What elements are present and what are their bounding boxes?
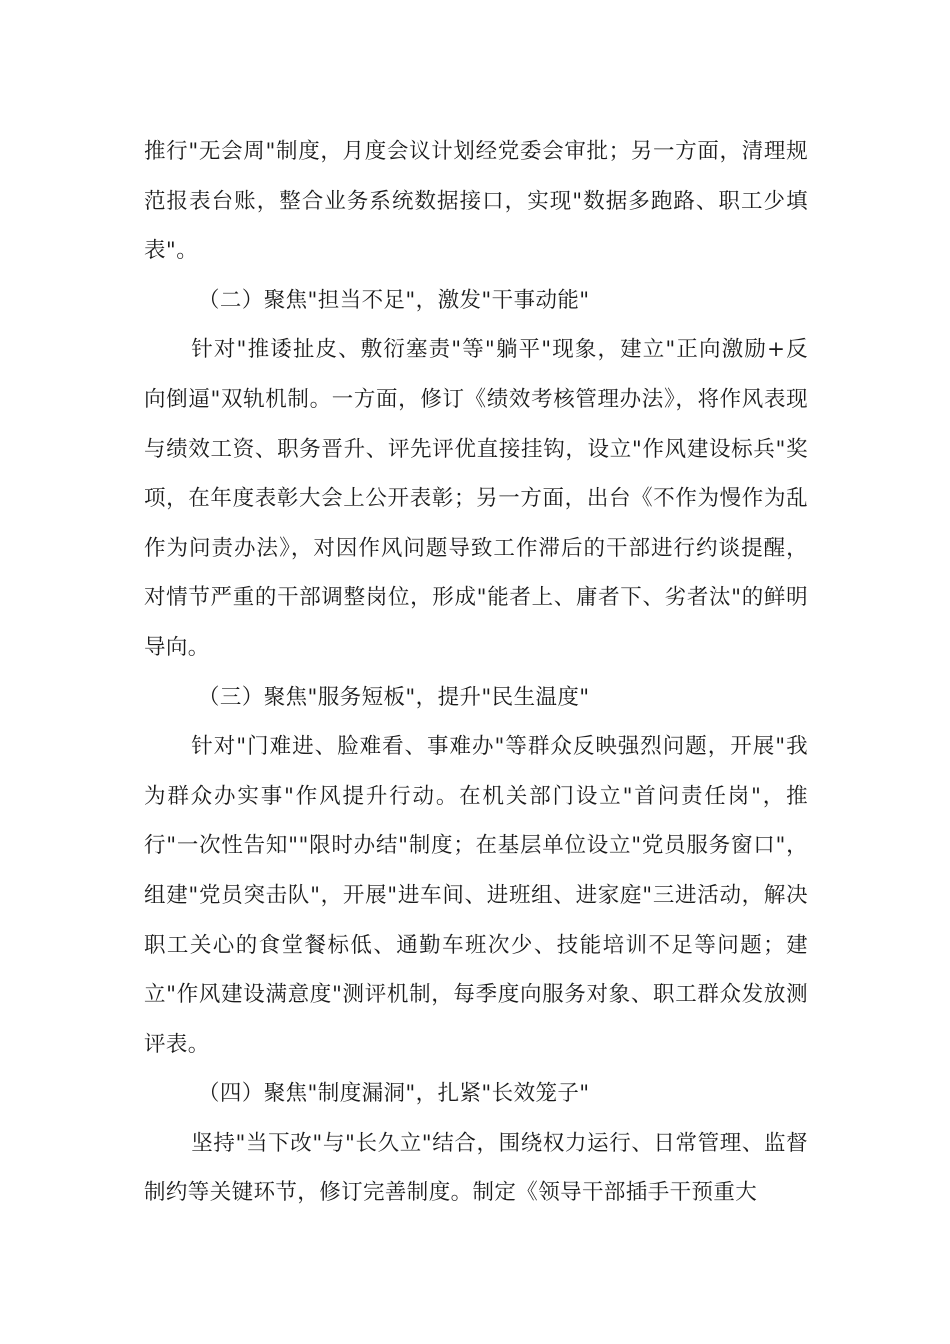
- paragraph-section-3: 针对"门难进、脸难看、事难办"等群众反映强烈问题，开展"我为群众办实事"作风提升行动。在机关部门设立"首问责任岗"，推行"一次性告知""限时办结"制度；在基层单位设立"党员服务窗口"，组建"党员突击队"，开展"进车间、进班组、进家庭"三进活动，解决职工关心的食堂餐标低、通勤车班次少、技能培训不足等问题；建立"作风建设满意度"测评机制，每季度向服务对象、职工群众发放测评表。: [144, 734, 808, 1057]
- section-heading-2: （二）聚焦"担当不足"，激发"干事动能": [198, 287, 590, 313]
- paragraph-continuation: 推行"无会周"制度，月度会议计划经党委会审批；另一方面，清理规范报表台账，整合业务系统数据接口，实现"数据多跑路、职工少填表"。: [144, 139, 808, 264]
- document-body: [144, 127, 808, 1218]
- paragraph-section-2: 针对"推诿扯皮、敷衍塞责"等"躺平"现象，建立"正向激励+反向倒逼"双轨机制。一方面，修订《绩效考核管理办法》，将作风表现与绩效工资、职务晋升、评先评优直接挂钩，设立"作风建设标兵"奖项，在年度表彰大会上公开表彰；另一方面，出台《不作为慢作为乱作为问责办法》，对因作风问题导致工作滞后的干部进行约谈提醒，对情节严重的干部调整岗位，形成"能者上、庸者下、劣者汰"的鲜明导向。: [144, 337, 808, 660]
- section-heading-4: （四）聚焦"制度漏洞"，扎紧"长效笼子": [198, 1081, 590, 1107]
- section-heading-3: （三）聚焦"服务短板"，提升"民生温度": [198, 684, 590, 710]
- paragraph-section-4: 坚持"当下改"与"长久立"结合，围绕权力运行、日常管理、监督制约等关键环节，修订完善制度。制定《领导干部插手干预重大: [144, 1130, 808, 1206]
